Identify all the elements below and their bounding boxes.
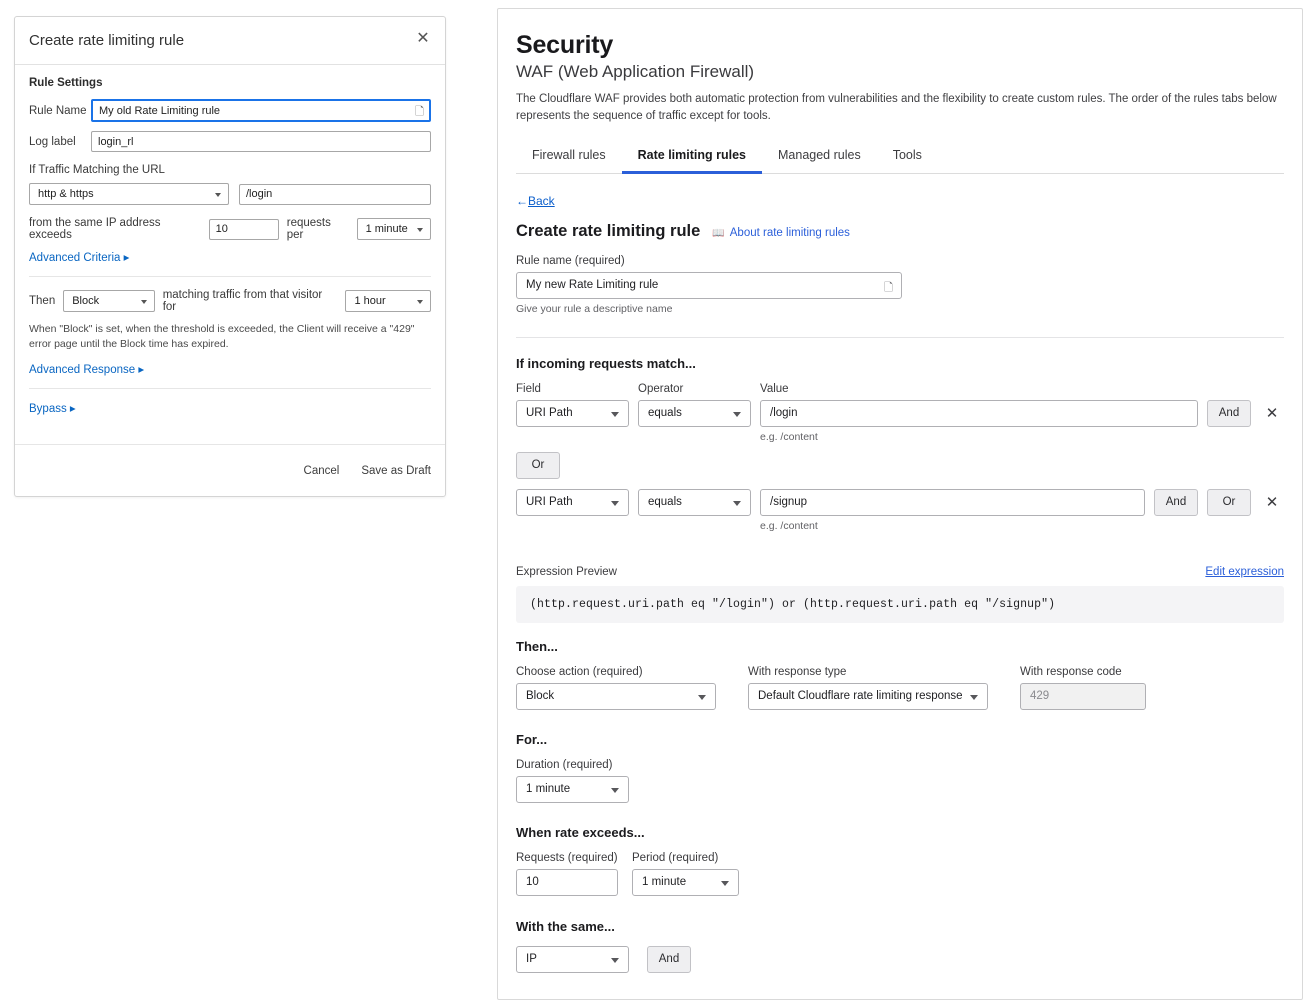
legacy-action-select[interactable]: Block — [63, 290, 154, 312]
legacy-divider-2 — [29, 388, 431, 389]
legacy-advanced-response-link[interactable]: Advanced Response ▸ — [29, 364, 145, 377]
condition-headers — [516, 383, 1284, 400]
rate-section-title: When rate exceeds... — [516, 824, 645, 840]
edit-expression-link[interactable]: Edit expression — [1205, 565, 1284, 578]
page-title: Security — [516, 31, 614, 59]
action-select[interactable]: Block — [516, 683, 716, 710]
col-value-label: Value — [760, 382, 789, 395]
period-select[interactable]: 1 minute — [632, 869, 739, 896]
legacy-rule-name-label: Rule Name — [29, 104, 87, 117]
condition-row-2 — [516, 489, 1284, 532]
page-description: The Cloudflare WAF provides both automatic protection from vulnerabilities and the flexibility to create custom rules. The order of the rules tabs below represents the sequence of traffic except for tools. — [516, 93, 1277, 123]
condition-value-hint-2: e.g. /content — [760, 519, 818, 532]
rule-name-label: Rule name (required) — [516, 254, 625, 267]
create-rule-heading: Create rate limiting rule — [516, 221, 701, 240]
legacy-log-label-label: Log label — [29, 135, 76, 148]
about-rate-limiting-label: About rate limiting rules — [729, 227, 850, 239]
legacy-threshold-mid: requests per — [286, 217, 331, 241]
condition-field-select-2[interactable]: URI Path — [516, 489, 629, 516]
legacy-advanced-response-label: Advanced Response — [29, 364, 136, 377]
response-code-label: With response code — [1020, 665, 1122, 678]
legacy-then-label: Then — [29, 295, 56, 307]
rule-name-value: My new Rate Limiting rule — [526, 279, 659, 291]
expression-preview-header — [516, 566, 1284, 578]
legacy-modal-title: Create rate limiting rule — [29, 32, 185, 49]
response-code-input: 429 — [1020, 683, 1146, 710]
condition-value-hint-1: e.g. /content — [760, 430, 818, 443]
legacy-advanced-criteria-label: Advanced Criteria — [29, 252, 121, 264]
back-label: Back — [528, 193, 555, 208]
condition-row-1 — [516, 400, 1284, 443]
tab-firewall-rules[interactable]: Firewall rules — [532, 147, 606, 162]
legacy-threshold-row — [29, 217, 431, 241]
legacy-log-label-row — [29, 131, 431, 152]
tab-managed-rules[interactable]: Managed rules — [778, 147, 861, 162]
legacy-path-input[interactable]: /login — [239, 184, 431, 205]
legacy-modal-header — [15, 17, 445, 65]
tab-tools[interactable]: Tools — [892, 147, 922, 162]
condition-value-input-2[interactable]: /signup — [760, 489, 1145, 516]
same-section-title: With the same... — [516, 918, 615, 934]
rate-row — [516, 852, 1284, 896]
rule-name-input[interactable] — [516, 272, 902, 299]
expression-preview-label: Expression Preview — [516, 565, 617, 578]
condition-value-input-1[interactable]: /login — [760, 400, 1198, 427]
col-field-label: Field — [516, 382, 541, 395]
legacy-log-label-input[interactable]: login_rl — [91, 131, 431, 152]
legacy-modal-body — [15, 65, 445, 415]
legacy-threshold-input[interactable]: 10 — [209, 219, 279, 240]
then-section-title: Then... — [516, 638, 558, 654]
rule-name-hint: Give your rule a descriptive name — [516, 302, 673, 315]
response-type-label: With response type — [748, 665, 847, 678]
legacy-advanced-criteria-link[interactable]: Advanced Criteria ▸ — [29, 252, 130, 264]
legacy-rule-name-input[interactable]: My old Rate Limiting rule — [91, 99, 431, 122]
col-operator-label: Operator — [638, 382, 684, 395]
save-as-draft-button[interactable]: Save as Draft — [361, 464, 431, 477]
condition-or-button-2[interactable]: Or — [1207, 489, 1251, 516]
close-icon[interactable]: ✕ — [1265, 494, 1279, 511]
match-section-title: If incoming requests match... — [516, 355, 696, 371]
legacy-duration-select[interactable]: 1 hour — [345, 290, 431, 312]
requests-input[interactable]: 10 — [516, 869, 618, 896]
period-label: Period (required) — [632, 851, 719, 864]
legacy-threshold-prefix: from the same IP address exceeds — [29, 217, 161, 241]
characteristic-select[interactable]: IP — [516, 946, 629, 973]
add-or-group-button[interactable]: Or — [516, 452, 560, 479]
legacy-rule-name-row — [29, 99, 431, 122]
response-type-select[interactable]: Default Cloudflare rate limiting response — [748, 683, 988, 710]
cancel-button[interactable]: Cancel — [303, 464, 340, 477]
duration-select[interactable]: 1 minute — [516, 776, 629, 803]
close-icon[interactable]: ✕ — [1265, 405, 1279, 422]
legacy-rule-settings-label: Rule Settings — [29, 77, 103, 89]
page-subtitle: WAF (Web Application Firewall) — [516, 62, 755, 81]
requests-label: Requests (required) — [516, 851, 618, 864]
legacy-block-note: When "Block" is set, when the threshold is exceeded, the Client will receive a "429" error page until the Block time has expired. — [29, 323, 415, 351]
then-row — [516, 666, 1284, 710]
legacy-period-select[interactable]: 1 minute — [357, 218, 431, 240]
condition-and-button-1[interactable]: And — [1207, 400, 1251, 427]
legacy-then-row — [29, 289, 431, 313]
characteristic-row — [516, 946, 1284, 973]
for-section-title: For... — [516, 731, 548, 747]
arrow-left-icon: ← — [516, 193, 528, 208]
legacy-modal-footer — [15, 444, 445, 496]
divider-1 — [516, 337, 1284, 338]
legacy-bypass-label: Bypass — [29, 403, 67, 416]
waf-tabs — [516, 140, 1284, 174]
waf-panel — [497, 8, 1303, 1000]
book-icon: 📖 — [712, 227, 725, 239]
close-icon[interactable]: ✕ — [416, 30, 430, 47]
legacy-scheme-select[interactable]: http & https — [29, 183, 229, 205]
legacy-rate-limiting-modal — [14, 16, 446, 497]
copy-icon[interactable]: 🗋 — [884, 281, 893, 294]
legacy-divider-1 — [29, 276, 431, 277]
copy-icon[interactable]: 🗋 — [415, 106, 424, 118]
back-link[interactable] — [516, 194, 555, 208]
condition-operator-select-1[interactable]: equals — [638, 400, 751, 427]
legacy-bypass-link[interactable]: Bypass ▸ — [29, 403, 76, 416]
legacy-url-match-label: If Traffic Matching the URL — [29, 164, 165, 176]
action-label: Choose action (required) — [516, 665, 643, 678]
tab-rate-limiting-rules[interactable]: Rate limiting rules — [622, 140, 762, 174]
duration-label: Duration (required) — [516, 758, 613, 771]
create-rule-heading-row — [516, 222, 1284, 241]
legacy-url-row — [29, 183, 431, 205]
condition-field-select-1[interactable]: URI Path — [516, 400, 629, 427]
condition-operator-select-2[interactable]: equals — [638, 489, 751, 516]
characteristic-and-button[interactable]: And — [647, 946, 691, 973]
condition-and-button-2[interactable]: And — [1154, 489, 1198, 516]
expression-preview-text: (http.request.uri.path eq "/login") or (http.request.uri.path eq "/signup") — [516, 586, 1284, 623]
legacy-then-mid: matching traffic from that visitor for — [162, 289, 323, 313]
about-rate-limiting-link[interactable] — [712, 227, 850, 239]
